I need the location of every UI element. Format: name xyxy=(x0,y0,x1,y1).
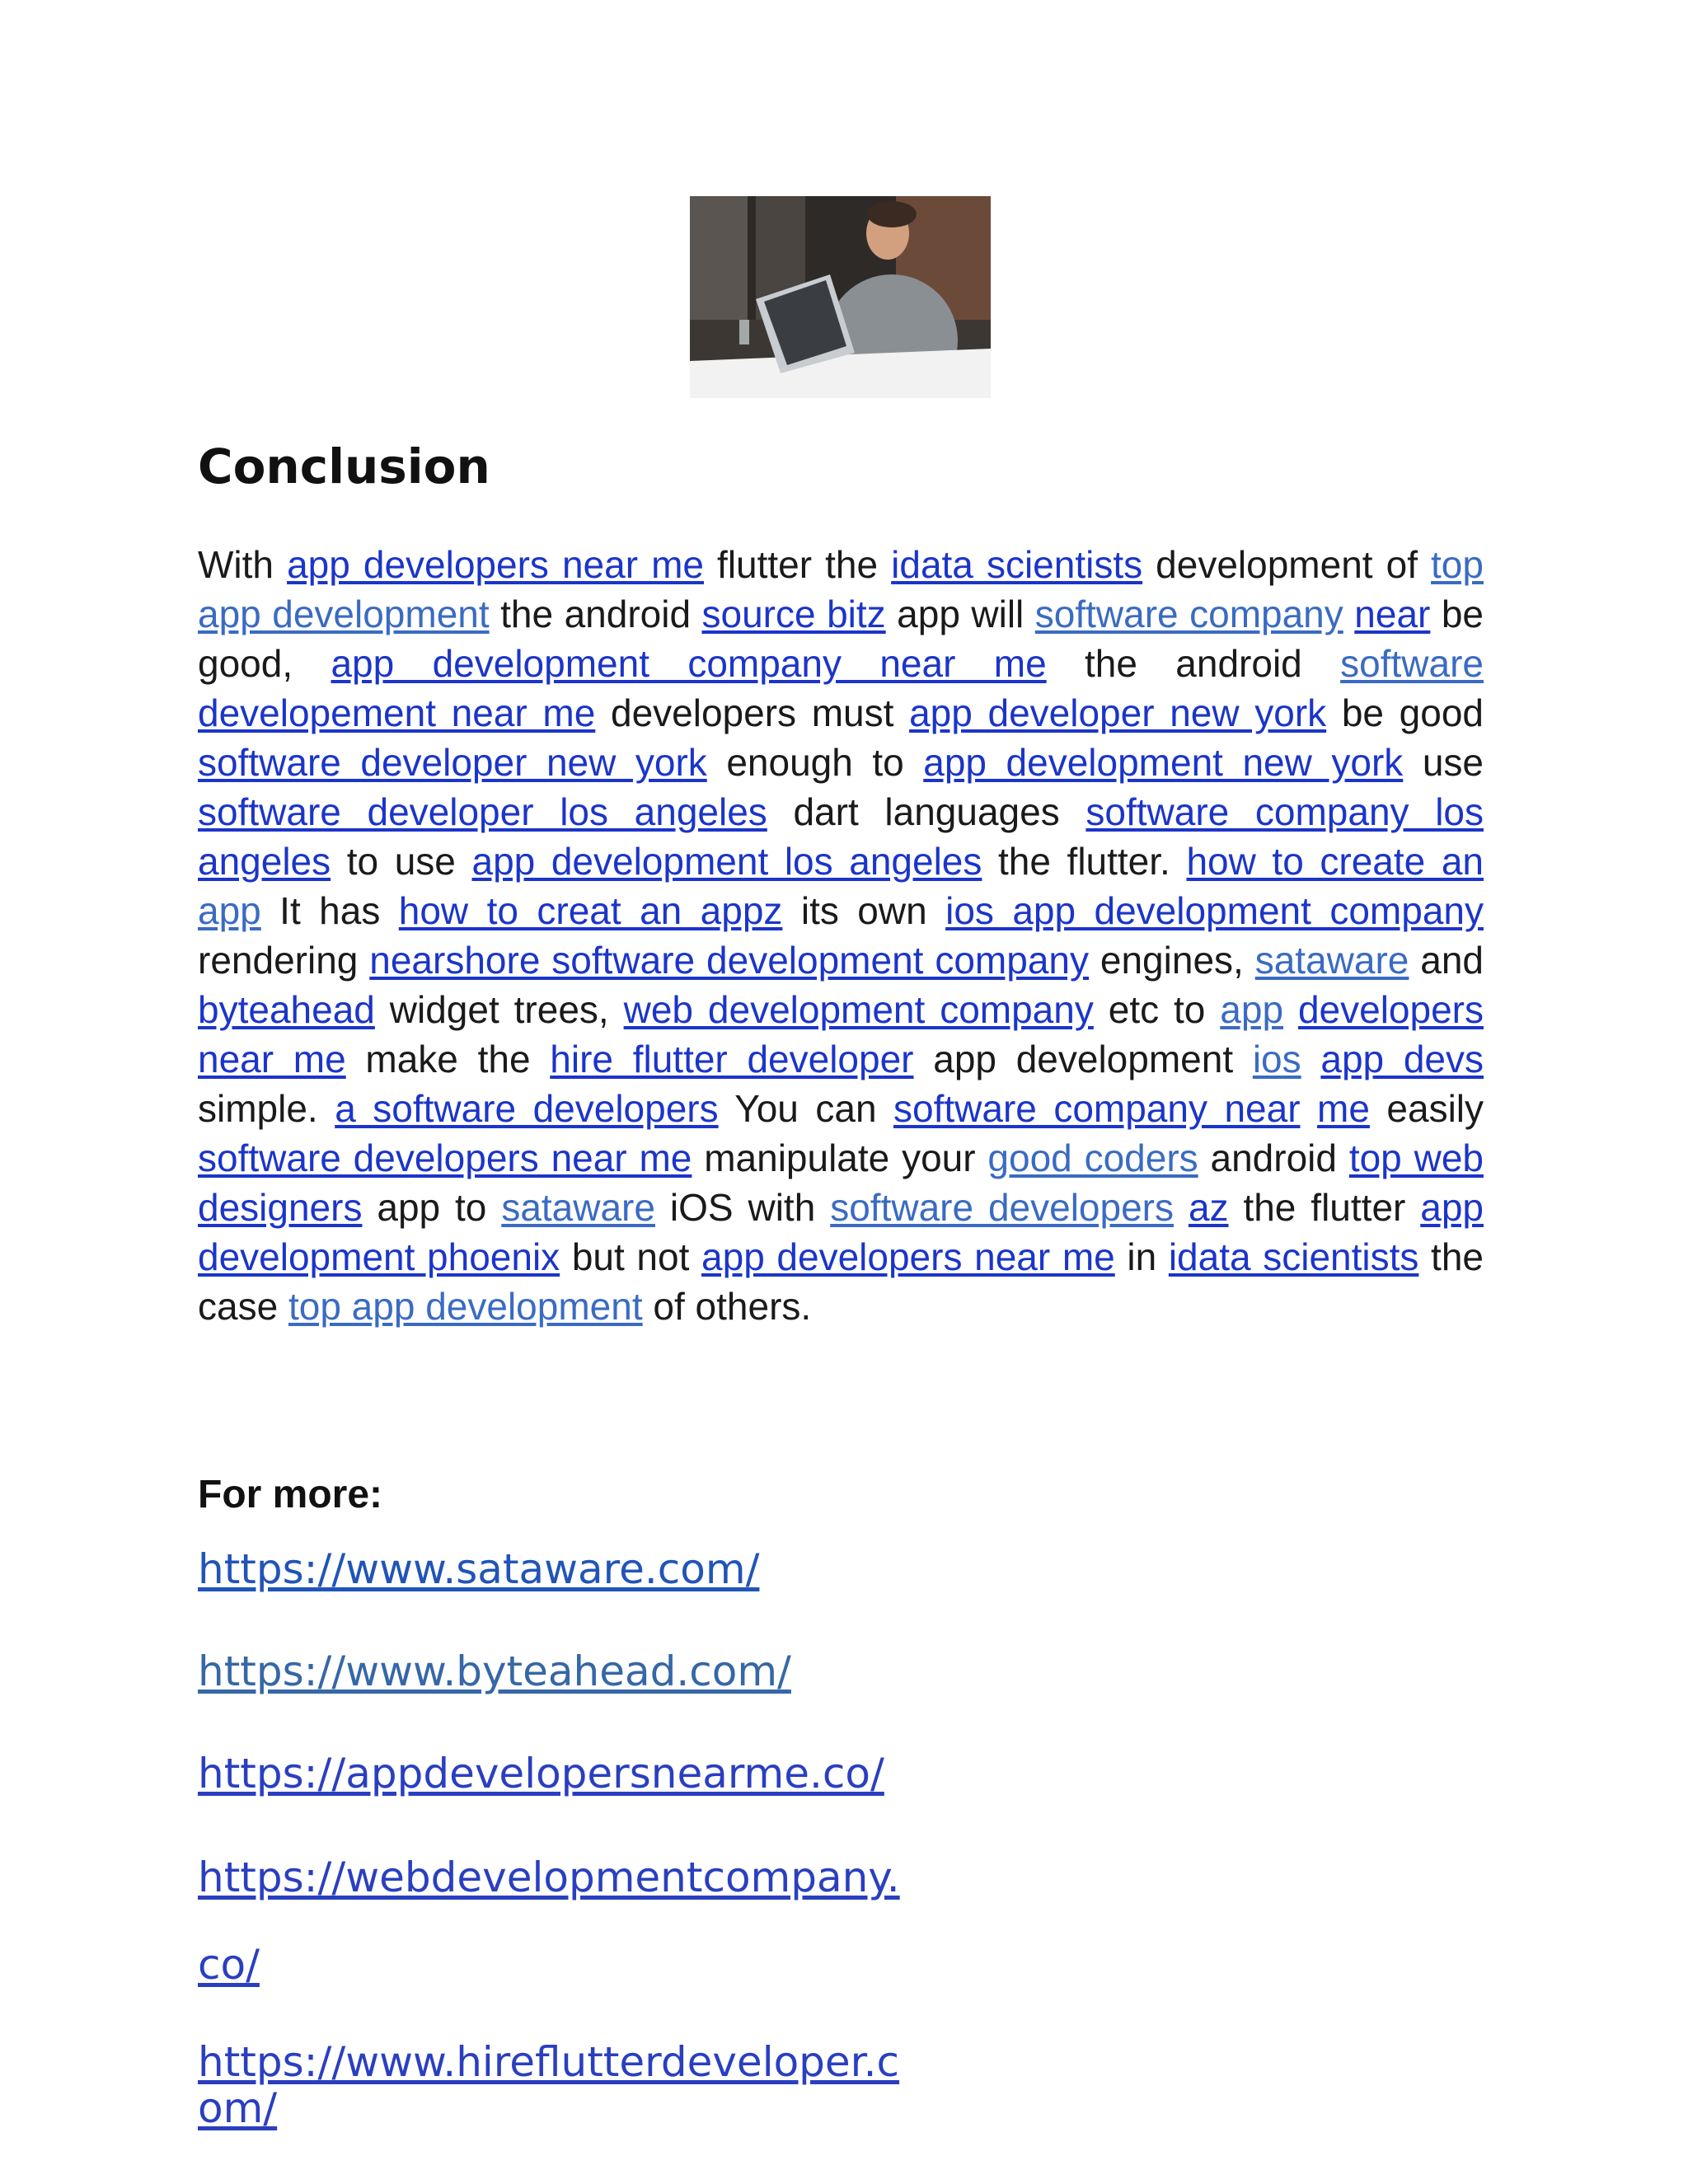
paragraph-text: to use xyxy=(331,840,472,883)
sataware-link[interactable]: https://www.sataware.com/ xyxy=(198,1545,760,1593)
paragraph-text: manipulate your xyxy=(692,1137,988,1179)
paragraph-text: its own xyxy=(782,889,946,932)
paragraph-text xyxy=(1174,1186,1189,1229)
inline-link[interactable]: app development phoenix xyxy=(198,1186,1484,1278)
inline-link[interactable]: app developer new york xyxy=(909,691,1327,734)
inline-link[interactable]: good coders xyxy=(987,1137,1198,1179)
inline-link[interactable]: hire flutter developer xyxy=(550,1038,914,1080)
byteahead-link[interactable]: https://www.byteahead.com/ xyxy=(198,1647,791,1695)
for-more-label: For more: xyxy=(198,1473,383,1516)
page-title: Conclusion xyxy=(198,438,490,494)
inline-link[interactable]: how to creat an appz xyxy=(398,889,783,932)
paragraph-text: of others. xyxy=(642,1285,812,1328)
paragraph-text: the flutter. xyxy=(982,840,1187,883)
paragraph-text: rendering xyxy=(198,939,370,982)
paragraph-text: widget trees, xyxy=(374,988,624,1031)
inline-link[interactable]: developers near me xyxy=(198,988,1484,1080)
paragraph-text xyxy=(1283,988,1298,1031)
inline-link[interactable]: az xyxy=(1188,1186,1229,1229)
inline-link[interactable]: ios app development company xyxy=(945,889,1484,932)
inline-link[interactable]: a software developers xyxy=(335,1087,719,1130)
paragraph-text: use xyxy=(1403,741,1484,784)
inline-link[interactable]: angeles xyxy=(198,840,331,883)
inline-link[interactable]: top app development xyxy=(288,1285,643,1328)
article-photo xyxy=(690,196,991,398)
photo-glass xyxy=(739,320,749,344)
inline-link[interactable]: software developers near me xyxy=(198,1137,692,1179)
inline-link[interactable]: software developers xyxy=(830,1186,1175,1229)
paragraph-text xyxy=(1343,593,1355,635)
inline-link[interactable]: app developers near me xyxy=(701,1235,1115,1278)
appdevelopers-link[interactable]: https://appdevelopersnearme.co/ xyxy=(198,1750,884,1797)
inline-link[interactable]: software developer new york xyxy=(198,741,707,784)
paragraph-text: developers must xyxy=(595,691,910,734)
inline-link[interactable]: sataware xyxy=(1254,939,1409,982)
paragraph-text: be good xyxy=(1326,691,1484,734)
paragraph-text: engines, xyxy=(1089,939,1255,982)
paragraph-text: You can xyxy=(718,1087,893,1130)
paragraph-text: app to xyxy=(362,1186,502,1229)
inline-link[interactable]: app devs xyxy=(1320,1038,1484,1080)
paragraph-text: app development xyxy=(913,1038,1253,1080)
paragraph-text: the android xyxy=(1046,642,1341,685)
inline-link[interactable]: app development company near me xyxy=(331,642,1047,685)
hireflutter-link-line1[interactable]: https://www.hireflutterdeveloper.c xyxy=(198,2038,900,2086)
paragraph-text: the flutter xyxy=(1228,1186,1421,1229)
inline-link[interactable]: ios xyxy=(1252,1038,1301,1080)
inline-link[interactable]: sataware xyxy=(501,1186,655,1229)
paragraph-text: and xyxy=(1409,939,1484,982)
inline-link[interactable]: byteahead xyxy=(198,988,375,1031)
hireflutter-link-line2[interactable]: om/ xyxy=(198,2084,278,2132)
paragraph-text: but not xyxy=(560,1235,702,1278)
conclusion-paragraph xyxy=(198,540,1484,1331)
photo-window-frame xyxy=(690,196,748,336)
photo-hair xyxy=(867,201,917,227)
paragraph-text: iOS with xyxy=(654,1186,831,1229)
inline-link[interactable]: nearshore software development company xyxy=(369,939,1089,982)
inline-link[interactable]: near xyxy=(1354,593,1431,635)
inline-link[interactable]: app xyxy=(1220,988,1284,1031)
inline-link[interactable]: me xyxy=(1317,1087,1370,1130)
paragraph-text: be good, xyxy=(198,593,1484,685)
paragraph-text: the android xyxy=(489,593,702,635)
paragraph-text: enough to xyxy=(706,741,924,784)
inline-link[interactable]: app xyxy=(198,889,261,932)
inline-link[interactable]: how to create an xyxy=(1186,840,1484,883)
paragraph-text xyxy=(1301,1087,1317,1130)
paragraph-text: android xyxy=(1198,1137,1349,1179)
paragraph-text: the case xyxy=(198,1235,1484,1328)
paragraph-text: development of xyxy=(1142,543,1432,586)
paragraph-text: etc to xyxy=(1093,988,1221,1031)
webdev-link-line2[interactable]: co/ xyxy=(198,1941,260,1989)
paragraph-text: dart languages xyxy=(767,790,1086,833)
inline-link[interactable]: app developers near me xyxy=(287,543,704,586)
inline-link[interactable]: top app development xyxy=(198,543,1484,635)
inline-link[interactable]: software company los xyxy=(1085,790,1484,833)
paragraph-text: With xyxy=(198,543,288,586)
inline-link[interactable]: source bitz xyxy=(701,593,886,635)
inline-link[interactable]: web development company xyxy=(623,988,1094,1031)
webdev-link-line1[interactable]: https://webdevelopmentcompany. xyxy=(198,1854,900,1901)
inline-link[interactable]: idata scientists xyxy=(891,543,1143,586)
inline-link[interactable]: app development los angeles xyxy=(471,840,982,883)
paragraph-text: in xyxy=(1114,1235,1169,1278)
paragraph-text: easily xyxy=(1369,1087,1484,1130)
inline-link[interactable]: top web designers xyxy=(198,1137,1484,1229)
inline-link[interactable]: software xyxy=(1340,642,1484,685)
paragraph-text: flutter the xyxy=(703,543,892,586)
paragraph-text: It has xyxy=(260,889,399,932)
paragraph-text: app will xyxy=(885,593,1035,635)
inline-link[interactable]: idata scientists xyxy=(1168,1235,1419,1278)
paragraph-text: simple. xyxy=(198,1087,335,1130)
man-with-laptop-photo xyxy=(690,196,991,398)
paragraph-text xyxy=(1301,1038,1321,1080)
inline-link[interactable]: software company near xyxy=(893,1087,1301,1130)
inline-link[interactable]: developement near me xyxy=(198,691,596,734)
inline-link[interactable]: software developer los angeles xyxy=(198,790,767,833)
paragraph-text: make the xyxy=(345,1038,551,1080)
inline-link[interactable]: app development new york xyxy=(923,741,1404,784)
inline-link[interactable]: software company xyxy=(1034,593,1343,635)
